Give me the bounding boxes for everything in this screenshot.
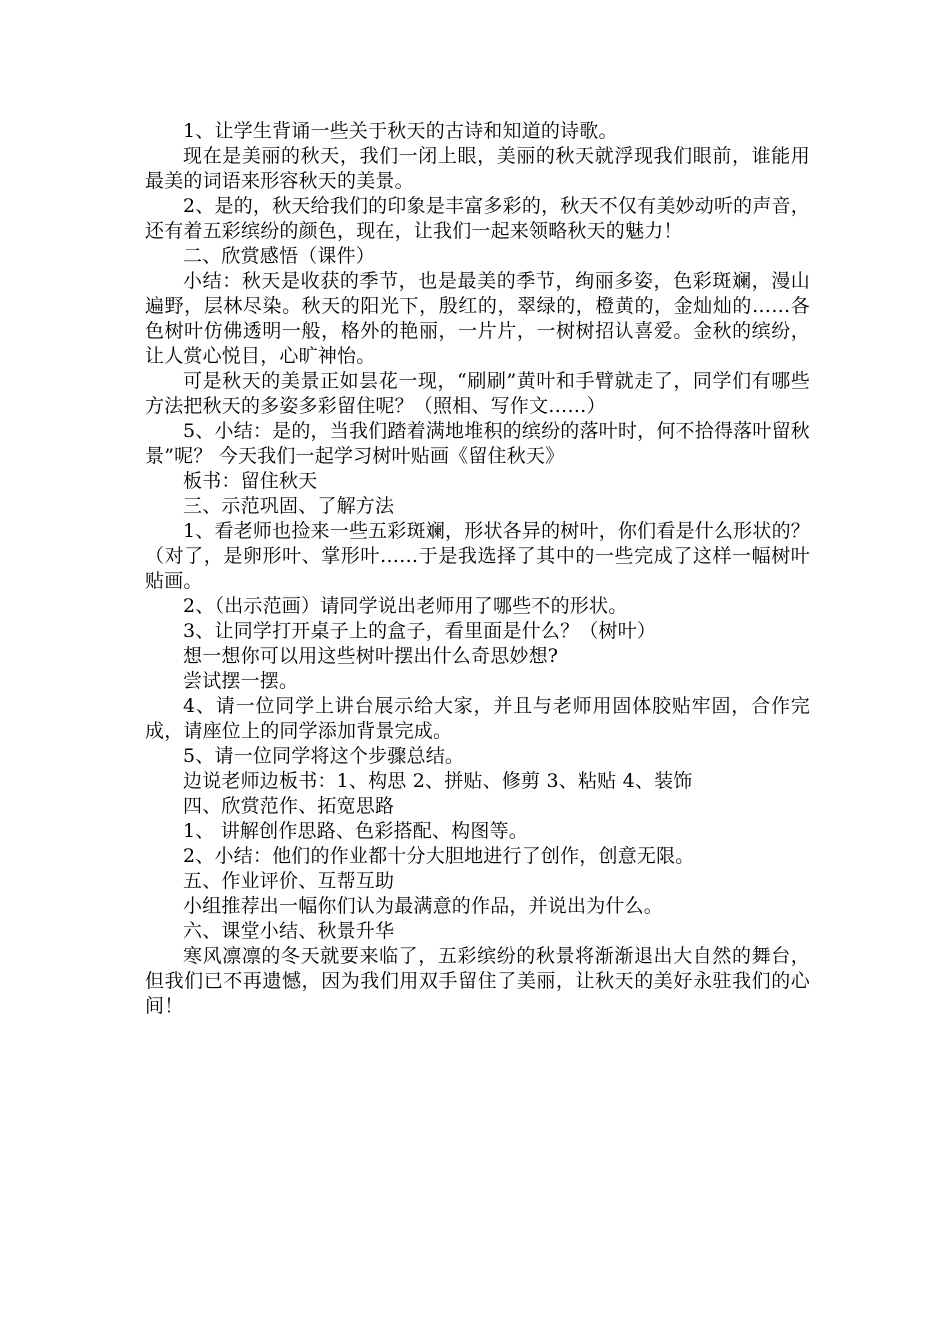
paragraph: 尝试摆一摆。	[183, 670, 299, 692]
paragraph: 可是秋天的美景正如昙花一现，“刷刷”黄叶和手臂就走了，同学们有哪些方法把秋天的多姿多彩留住呢？（照相、写作文……）	[145, 370, 810, 417]
paragraph: 2、是的，秋天给我们的印象是丰富多彩的，秋天不仅有美妙动听的声音，还有着五彩缤纷的颜色，现在，让我们一起来领略秋天的魅力！	[145, 195, 810, 242]
section-heading: 六、课堂小结、秋景升华	[183, 920, 395, 942]
paragraph: 1、 讲解创作思路、色彩搭配、构图等。	[183, 820, 528, 842]
paragraph: 小组推荐出一幅你们认为最满意的作品，并说出为什么。	[183, 895, 664, 917]
paragraph: 小结：秋天是收获的季节，也是最美的季节，绚丽多姿，色彩斑斓，漫山遍野，层林尽染。秋天的阳光下，殷红的，翠绿的，橙黄的，金灿灿的……各色树叶仿佛透明一般，格外的艳丽，一片片，一树树招认喜爱。金秋的缤纷，让人赏心悦目，心旷神怡。	[145, 270, 810, 367]
section-heading: 二、欣赏感悟（课件）	[183, 245, 376, 267]
paragraph: 1、让学生背诵一些关于秋天的古诗和知道的诗歌。	[183, 120, 618, 142]
paragraph: 板书：留住秋天	[183, 470, 318, 492]
paragraph: 5、小结：是的，当我们踏着满地堆积的缤纷的落叶时，何不拾得落叶留秋景”呢？ 今天我们一起学习树叶贴画《留住秋天》	[145, 420, 810, 467]
paragraph: 边说老师边板书：1、构思 2、拼贴、修剪 3、粘贴 4、装饰	[183, 770, 693, 792]
section-heading: 四、欣赏范作、拓宽思路	[183, 795, 395, 817]
paragraph: 寒风凛凛的冬天就要来临了，五彩缤纷的秋景将渐渐退出大自然的舞台，但我们已不再遗憾，因为我们用双手留住了美丽，让秋天的美好永驻我们的心间！	[145, 945, 810, 1017]
paragraph: 3、让同学打开桌子上的盒子，看里面是什么？（树叶）	[183, 620, 657, 642]
paragraph: 现在是美丽的秋天，我们一闭上眼，美丽的秋天就浮现我们眼前，谁能用最美的词语来形容秋天的美景。	[145, 145, 810, 192]
paragraph: 想一想你可以用这些树叶摆出什么奇思妙想?	[183, 645, 559, 667]
paragraph: 5、请一位同学将这个步骤总结。	[183, 745, 465, 767]
paragraph: 2、（出示范画）请同学说出老师用了哪些不的形状。	[183, 595, 628, 617]
document-body	[145, 119, 810, 1019]
paragraph: 4、请一位同学上讲台展示给大家，并且与老师用固体胶贴牢固，合作完成，请座位上的同学添加背景完成。	[145, 695, 810, 742]
paragraph: 2、小结：他们的作业都十分大胆地进行了创作，创意无限。	[183, 845, 695, 867]
section-heading: 三、示范巩固、了解方法	[183, 495, 395, 517]
paragraph: 1、看老师也捡来一些五彩斑斓，形状各异的树叶，你们看是什么形状的？（对了，是卵形叶、掌形叶……于是我选择了其中的一些完成了这样一幅树叶贴画。	[145, 520, 810, 592]
section-heading: 五、作业评价、互帮互助	[183, 870, 395, 892]
